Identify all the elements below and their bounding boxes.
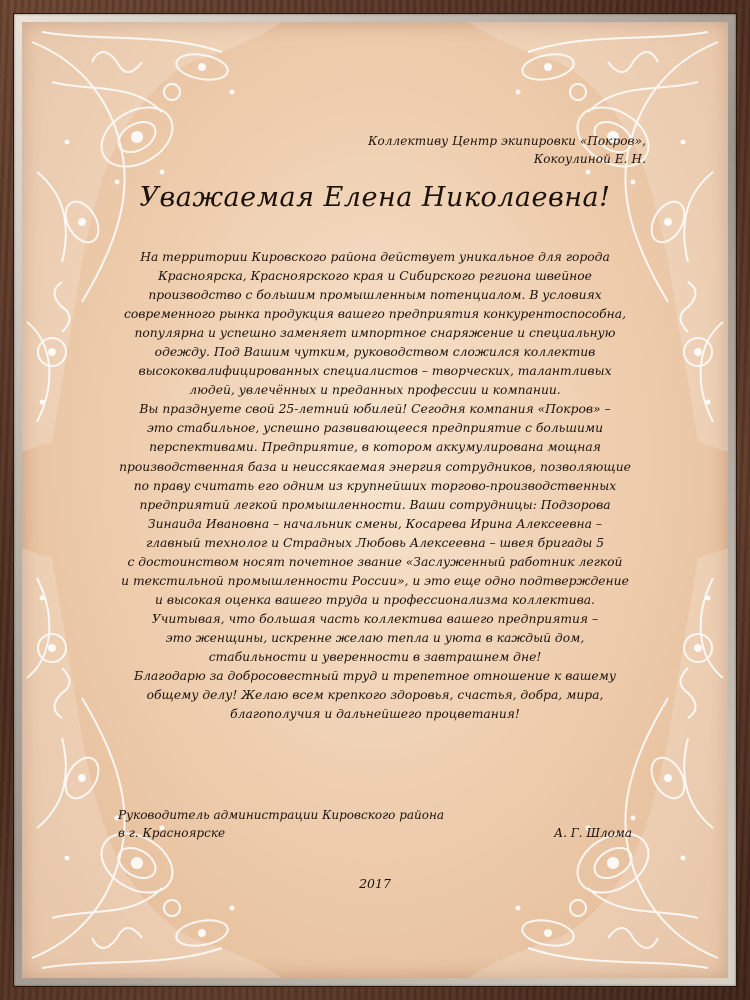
body-line: современного рынка продукция вашего предприятия конкурентоспособна,: [123, 307, 627, 322]
recipient-line-2: Кокоулиной Е. Н.: [533, 152, 646, 166]
body-line: Учитывая, что большая часть коллектива вашего предприятия –: [151, 611, 599, 626]
body-line: одежду. Под Вашим чутким, руководством сложился коллектив: [154, 345, 596, 360]
body-line: Вы празднуете свой 25-летний юбилей! Сегодня компания «Покров» –: [139, 402, 611, 417]
letter-body: [82, 248, 668, 724]
body-line: высококвалифицированных специалистов – творческих, талантливых: [138, 364, 612, 379]
body-line: Благодарю за добросовестный труд и трепетное отношение к вашему: [134, 669, 616, 684]
salutation-heading: Уважаемая Елена Николаевна!: [139, 182, 611, 213]
body-line: и высокая оценка вашего труда и профессионализма коллектива.: [155, 592, 595, 607]
body-line: общему делу! Желаю всем крепкого здоровья, счастья, добра, мира,: [146, 688, 604, 703]
body-line: популярна и успешно заменяет импортное снаряжение и специальную: [134, 326, 616, 341]
year-label: 2017: [359, 876, 391, 891]
body-line: людей, увлечённых и преданных профессии и компании.: [189, 383, 561, 398]
recipient-block: [368, 132, 646, 168]
body-line: главный технолог и Страдных Любовь Алексеевна – швея бригады 5: [145, 535, 605, 550]
body-line: Красноярска, Красноярского края и Сибирского региона швейное: [158, 269, 592, 284]
body-line: и текстильной промышленности России», и это еще одно подтверждение: [121, 573, 629, 588]
body-line: это женщины, искренне желаю тепла и уюта в каждый дом,: [165, 630, 585, 645]
position-line-1: Руководитель администрации Кировского района: [118, 808, 445, 822]
body-line: предприятий легкой промышленности. Ваши сотрудницы: Подзорова: [139, 497, 611, 512]
signatory-name: А. Г. Шлома: [554, 826, 632, 840]
body-line: благополучия и дальнейшего процветания!: [230, 707, 520, 722]
signatory-position: [118, 806, 444, 842]
body-line: Зинаида Ивановна – начальник смены, Косарева Ирина Алексеевна –: [147, 516, 603, 531]
body-line: по праву считать его одним из крупнейших торгово-производственных: [133, 478, 617, 493]
letter-content: [22, 22, 728, 978]
body-line: с достоинством носят почетное звание «Заслуженный работник легкой: [127, 554, 623, 569]
body-line: На территории Кировского района действует уникальное для города: [140, 250, 610, 264]
body-line: перспективами. Предприятие, в котором аккумулирована мощная: [149, 440, 601, 455]
body-line: производство с большим промышленным потенциалом. В условиях: [148, 288, 602, 303]
body-line: это стабильное, успешно развивающееся предприятие с большими: [146, 421, 604, 436]
recipient-line-1: Коллективу Центр экипировки «Покров»,: [368, 134, 646, 148]
position-line-2: в г. Красноярске: [118, 826, 226, 840]
body-line: стабильности и уверенности в завтрашнем дне!: [208, 649, 542, 664]
letter-plate: [22, 22, 728, 978]
body-line: производственная база и неиссякаемая энергия сотрудников, позволяющие: [119, 459, 631, 474]
